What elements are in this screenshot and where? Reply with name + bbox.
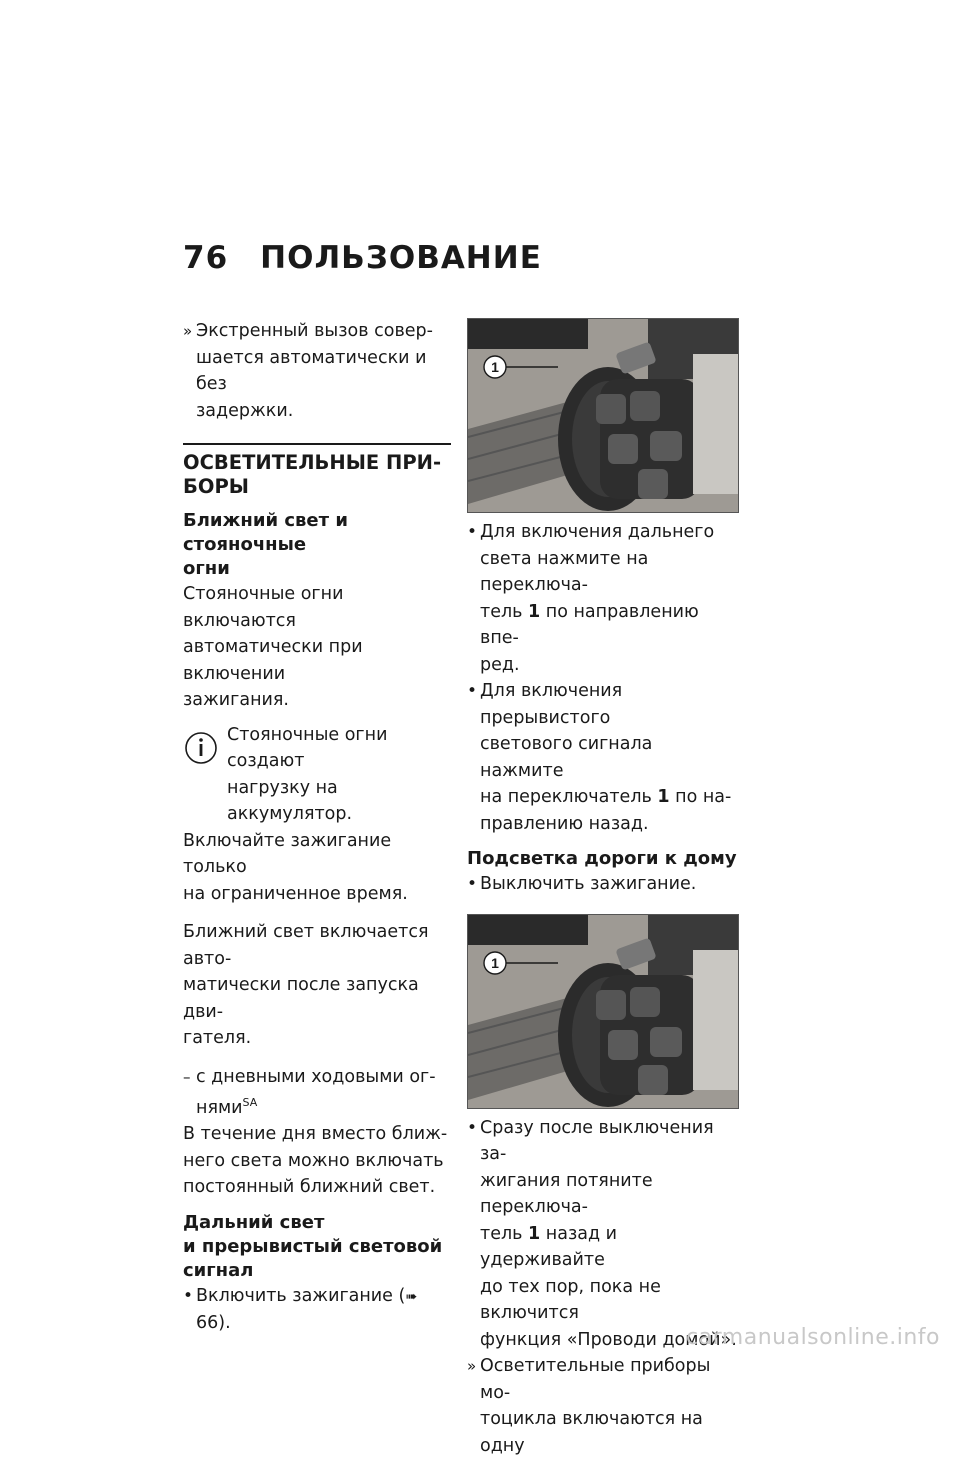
special-accessory-badge: SA [242,1096,258,1109]
page-reference-arrow-icon: ➠ [405,1288,418,1305]
step-high-beam: • Для включения дальнего света нажмите на переключа- тель 1 по направлению впе- ред. [467,519,739,678]
switch-reference: 1 [657,787,670,807]
step-ignition-off: • Выключить зажигание. [467,871,739,898]
subsection-heading-follow-me-home: Подсветка дороги к дому [467,848,737,869]
callout-label: 1 [491,954,499,971]
subsection-heading-high-beam: Дальний свет и прерывистый световой сигнал [183,1211,443,1281]
left-column [183,318,451,1337]
bullet-icon: • [467,522,478,542]
parking-lights-text: Стояночные огни включаются автоматически при включении зажигания. [183,584,363,710]
handlebar-switch-photo-2 [467,914,739,1109]
result-marker-icon: » [467,1357,477,1375]
page-header [183,240,542,276]
subsection-heading-parking-lights: Ближний свет и стояночные огни [183,510,348,579]
bullet-icon: • [467,874,478,894]
page-reference-link[interactable]: 66 [196,1313,219,1334]
callout-label: 1 [491,359,499,375]
page-number: 76 [183,240,229,276]
low-beam-text: Ближний свет включается авто- матически после запуска дви- гателя. [183,922,429,1048]
bullet-icon: • [183,1285,194,1306]
result-marker-icon: » [183,322,193,340]
switch-reference: 1 [528,1223,541,1244]
handlebar-switch-photo [467,318,739,513]
option-dash-icon: – [183,1067,191,1086]
drl-option: – с дневными ходовыми ог- нями$^{SA}$ [183,1064,451,1122]
watermark: carmanualsonline.info [686,1325,940,1350]
right-column [467,318,739,1459]
result-paragraph: » Экстренный вызов совер- шается автоматически и без задержки. [183,318,451,424]
result-paragraph-2: » Осветительные приборы мо- тоцикла включаются на одну [467,1353,739,1459]
note-follow-text: Включайте зажигание только на ограниченное время. [183,830,408,904]
step-pull-switch: • Сразу после выключения за- жигания потяните переключа- тель 1 назад и удерживайте до тех пор, пока не включится функция «Проводи домой». [467,1115,739,1354]
step-ignition-on: • Включить зажигание (➠ 66). [183,1283,451,1337]
drl-text: В течение дня вместо ближ- него света можно включать постоянный ближний свет. [183,1124,448,1198]
handlebar-illustration-2 [468,915,738,1108]
step-flash: • Для включения прерывистого светового сигнала нажмите на переключатель 1 по на- правлению назад. [467,678,739,837]
info-note: Стояночные огни создают нагрузку на аккумулятор. [183,722,451,828]
handlebar-illustration [468,319,738,512]
page-title: ПОЛЬЗОВАНИЕ [260,240,542,276]
info-icon [183,726,221,766]
section-heading: ОСВЕТИТЕЛЬНЫЕ ПРИ- БОРЫ [183,443,451,499]
switch-reference: 1 [528,601,541,622]
bullet-icon: • [467,681,478,701]
bullet-icon: • [467,1117,478,1138]
